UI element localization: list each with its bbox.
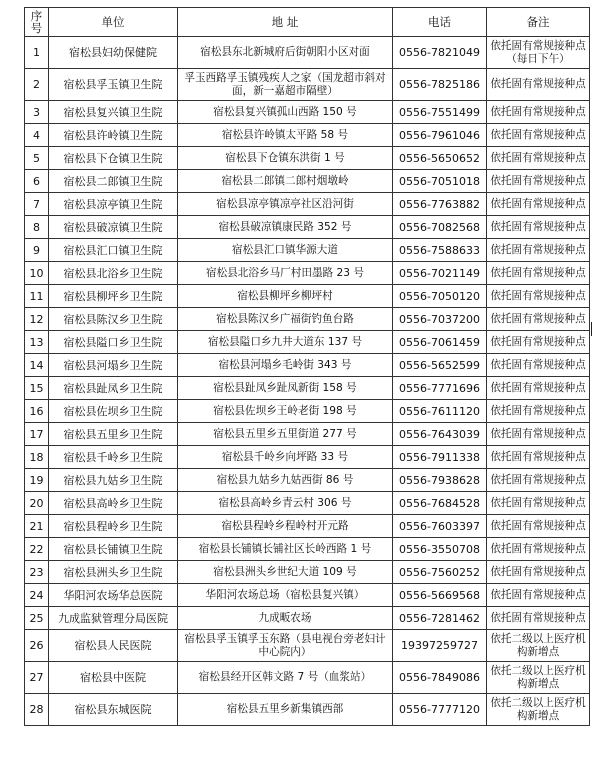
cell-unit: 宿松县汇口镇卫生院 bbox=[49, 239, 178, 262]
cell-phone: 0556-7961046 bbox=[393, 124, 487, 147]
cell-address: 宿松县柳坪乡柳坪村 bbox=[178, 285, 393, 308]
cell-phone: 0556-5652599 bbox=[393, 354, 487, 377]
cell-address: 宿松县洲头乡世纪大道 109 号 bbox=[178, 561, 393, 584]
vaccination-sites-table bbox=[24, 7, 590, 726]
cell-address: 宿松县东北新城府后街朝阳小区对面 bbox=[178, 37, 393, 69]
cell-unit: 宿松县陈汉乡卫生院 bbox=[49, 308, 178, 331]
cell-unit: 宿松县下仓镇卫生院 bbox=[49, 147, 178, 170]
cell-no: 21 bbox=[25, 515, 49, 538]
table-header-row bbox=[25, 8, 590, 37]
table-row bbox=[25, 630, 590, 662]
cell-address: 宿松县隘口乡九井大道东 137 号 bbox=[178, 331, 393, 354]
table-row bbox=[25, 285, 590, 308]
cell-note: 依托固有常规接种点 bbox=[487, 331, 590, 354]
cell-phone: 0556-7560252 bbox=[393, 561, 487, 584]
cell-phone: 0556-7082568 bbox=[393, 216, 487, 239]
cell-unit: 宿松县破凉镇卫生院 bbox=[49, 216, 178, 239]
cell-unit: 宿松县二郎镇卫生院 bbox=[49, 170, 178, 193]
table-row bbox=[25, 216, 590, 239]
cell-no: 6 bbox=[25, 170, 49, 193]
cell-address: 宿松县陈汉乡广福街钓鱼台路 bbox=[178, 308, 393, 331]
cell-note: 依托固有常规接种点 bbox=[487, 308, 590, 331]
cell-note: 依托二级以上医疗机构新增点 bbox=[487, 630, 590, 662]
cell-note: 依托二级以上医疗机构新增点 bbox=[487, 694, 590, 726]
cell-unit: 宿松县北浴乡卫生院 bbox=[49, 262, 178, 285]
cell-address: 宿松县九姑乡九姑西街 86 号 bbox=[178, 469, 393, 492]
cell-no: 18 bbox=[25, 446, 49, 469]
table-row bbox=[25, 662, 590, 694]
table-row bbox=[25, 308, 590, 331]
table-row bbox=[25, 262, 590, 285]
table-row bbox=[25, 515, 590, 538]
cell-address: 宿松县佐坝乡王岭老街 198 号 bbox=[178, 400, 393, 423]
header-phone: 电话 bbox=[393, 8, 487, 37]
cell-note: 依托固有常规接种点 bbox=[487, 492, 590, 515]
cell-unit: 宿松县人民医院 bbox=[49, 630, 178, 662]
cell-no: 27 bbox=[25, 662, 49, 694]
cell-note: 依托固有常规接种点 bbox=[487, 446, 590, 469]
cell-note: 依托固有常规接种点 bbox=[487, 193, 590, 216]
cell-no: 17 bbox=[25, 423, 49, 446]
cell-note: 依托固有常规接种点 bbox=[487, 239, 590, 262]
table-row bbox=[25, 124, 590, 147]
table-row bbox=[25, 492, 590, 515]
table-row bbox=[25, 170, 590, 193]
cell-note: 依托固有常规接种点 bbox=[487, 469, 590, 492]
cell-unit: 宿松县隘口乡卫生院 bbox=[49, 331, 178, 354]
cell-no: 8 bbox=[25, 216, 49, 239]
cell-note: 依托固有常规接种点 bbox=[487, 607, 590, 630]
cell-address: 宿松县程岭乡程岭村开元路 bbox=[178, 515, 393, 538]
cell-note: 依托固有常规接种点 bbox=[487, 423, 590, 446]
cell-unit: 宿松县柳坪乡卫生院 bbox=[49, 285, 178, 308]
cell-address: 九成畈农场 bbox=[178, 607, 393, 630]
cell-phone: 0556-7771696 bbox=[393, 377, 487, 400]
table-row bbox=[25, 538, 590, 561]
cell-phone: 0556-7603397 bbox=[393, 515, 487, 538]
cell-address: 宿松县二郎镇二郎村烟墩岭 bbox=[178, 170, 393, 193]
cell-no: 13 bbox=[25, 331, 49, 354]
cell-unit: 宿松县佐坝乡卫生院 bbox=[49, 400, 178, 423]
cell-phone: 0556-7643039 bbox=[393, 423, 487, 446]
cell-address: 宿松县复兴镇孤山西路 150 号 bbox=[178, 101, 393, 124]
cell-note: 依托固有常规接种点 bbox=[487, 354, 590, 377]
cell-unit: 宿松县中医院 bbox=[49, 662, 178, 694]
table-row bbox=[25, 694, 590, 726]
cell-phone: 0556-7777120 bbox=[393, 694, 487, 726]
cell-phone: 0556-5669568 bbox=[393, 584, 487, 607]
cell-note: 依托固有常规接种点 bbox=[487, 170, 590, 193]
cell-phone: 0556-7061459 bbox=[393, 331, 487, 354]
table-row bbox=[25, 561, 590, 584]
cell-address: 宿松县孚玉镇孚玉东路（县电视台旁老妇计中心院内） bbox=[178, 630, 393, 662]
cell-note: 依托固有常规接种点 bbox=[487, 377, 590, 400]
cell-no: 9 bbox=[25, 239, 49, 262]
cell-unit: 宿松县九姑乡卫生院 bbox=[49, 469, 178, 492]
cell-phone: 0556-7821049 bbox=[393, 37, 487, 69]
cell-unit: 宿松县河塌乡卫生院 bbox=[49, 354, 178, 377]
cell-no: 1 bbox=[25, 37, 49, 69]
cell-address: 宿松县高岭乡青云村 306 号 bbox=[178, 492, 393, 515]
cell-unit: 九成监狱管理分局医院 bbox=[49, 607, 178, 630]
cell-phone: 0556-7611120 bbox=[393, 400, 487, 423]
table-row bbox=[25, 607, 590, 630]
cell-address: 宿松县河塌乡毛岭街 343 号 bbox=[178, 354, 393, 377]
cell-address: 宿松县破凉镇康民路 352 号 bbox=[178, 216, 393, 239]
cell-note: 依托固有常规接种点 bbox=[487, 285, 590, 308]
table-row bbox=[25, 193, 590, 216]
cell-no: 12 bbox=[25, 308, 49, 331]
cell-unit: 宿松县孚玉镇卫生院 bbox=[49, 69, 178, 101]
cell-unit: 华阳河农场华总医院 bbox=[49, 584, 178, 607]
header-note: 备注 bbox=[487, 8, 590, 37]
cell-phone: 19397259727 bbox=[393, 630, 487, 662]
cell-phone: 0556-7938628 bbox=[393, 469, 487, 492]
table-row bbox=[25, 377, 590, 400]
cell-note: 依托固有常规接种点 bbox=[487, 147, 590, 170]
cell-address: 宿松县五里乡五里街道 277 号 bbox=[178, 423, 393, 446]
cell-address: 宿松县长铺镇长铺社区长岭西路 1 号 bbox=[178, 538, 393, 561]
table-row bbox=[25, 37, 590, 69]
header-no: 序 号 bbox=[25, 8, 49, 37]
cell-note: 依托固有常规接种点 bbox=[487, 515, 590, 538]
cell-note: 依托二级以上医疗机构新增点 bbox=[487, 662, 590, 694]
table-row bbox=[25, 423, 590, 446]
cell-phone: 0556-7911338 bbox=[393, 446, 487, 469]
table-row bbox=[25, 354, 590, 377]
cell-phone: 0556-7281462 bbox=[393, 607, 487, 630]
cell-no: 16 bbox=[25, 400, 49, 423]
cell-unit: 宿松县趾凤乡卫生院 bbox=[49, 377, 178, 400]
cell-unit: 宿松县程岭乡卫生院 bbox=[49, 515, 178, 538]
cell-unit: 宿松县五里乡卫生院 bbox=[49, 423, 178, 446]
cell-address: 孚玉西路孚玉镇残疾人之家（国龙超市斜对面，新一嘉超市隔壁） bbox=[178, 69, 393, 101]
cell-unit: 宿松县高岭乡卫生院 bbox=[49, 492, 178, 515]
cell-no: 19 bbox=[25, 469, 49, 492]
cell-note: 依托固有常规接种点 （每日下午） bbox=[487, 37, 590, 69]
table-row bbox=[25, 147, 590, 170]
cell-no: 11 bbox=[25, 285, 49, 308]
cell-note: 依托固有常规接种点 bbox=[487, 101, 590, 124]
cell-no: 2 bbox=[25, 69, 49, 101]
cell-address: 宿松县许岭镇太平路 58 号 bbox=[178, 124, 393, 147]
cell-address: 宿松县北浴乡马厂村田墨路 23 号 bbox=[178, 262, 393, 285]
table-row bbox=[25, 446, 590, 469]
cell-phone: 0556-7037200 bbox=[393, 308, 487, 331]
cell-address: 宿松县下仓镇东洪街 1 号 bbox=[178, 147, 393, 170]
cell-address: 宿松县五里乡新集镇西部 bbox=[178, 694, 393, 726]
cell-address: 宿松县经开区韩文路 7 号（血浆站） bbox=[178, 662, 393, 694]
cell-phone: 0556-7825186 bbox=[393, 69, 487, 101]
cell-unit: 宿松县许岭镇卫生院 bbox=[49, 124, 178, 147]
cell-phone: 0556-5650652 bbox=[393, 147, 487, 170]
cell-phone: 0556-3550708 bbox=[393, 538, 487, 561]
header-address: 地 址 bbox=[178, 8, 393, 37]
cell-phone: 0556-7051018 bbox=[393, 170, 487, 193]
cell-no: 10 bbox=[25, 262, 49, 285]
cell-unit: 宿松县东城医院 bbox=[49, 694, 178, 726]
cell-phone: 0556-7849086 bbox=[393, 662, 487, 694]
cell-note: 依托固有常规接种点 bbox=[487, 124, 590, 147]
cell-no: 26 bbox=[25, 630, 49, 662]
cell-no: 25 bbox=[25, 607, 49, 630]
cell-no: 24 bbox=[25, 584, 49, 607]
cell-no: 23 bbox=[25, 561, 49, 584]
cell-phone: 0556-7588633 bbox=[393, 239, 487, 262]
cell-no: 4 bbox=[25, 124, 49, 147]
cell-no: 22 bbox=[25, 538, 49, 561]
cell-address: 华阳河农场总场（宿松县复兴镇） bbox=[178, 584, 393, 607]
cell-address: 宿松县凉亭镇凉亭社区沿河街 bbox=[178, 193, 393, 216]
cell-unit: 宿松县复兴镇卫生院 bbox=[49, 101, 178, 124]
cell-unit: 宿松县妇幼保健院 bbox=[49, 37, 178, 69]
cell-no: 5 bbox=[25, 147, 49, 170]
cell-note: 依托固有常规接种点 bbox=[487, 262, 590, 285]
cell-phone: 0556-7021149 bbox=[393, 262, 487, 285]
cell-unit: 宿松县千岭乡卫生院 bbox=[49, 446, 178, 469]
cell-phone: 0556-7763882 bbox=[393, 193, 487, 216]
cell-note: 依托固有常规接种点 bbox=[487, 561, 590, 584]
header-unit: 单位 bbox=[49, 8, 178, 37]
cell-note: 依托固有常规接种点 bbox=[487, 216, 590, 239]
cell-unit: 宿松县长铺镇卫生院 bbox=[49, 538, 178, 561]
cell-no: 7 bbox=[25, 193, 49, 216]
cell-note: 依托固有常规接种点 bbox=[487, 538, 590, 561]
table-row bbox=[25, 239, 590, 262]
cell-phone: 0556-7684528 bbox=[393, 492, 487, 515]
cell-address: 宿松县汇口镇华源大道 bbox=[178, 239, 393, 262]
table-row bbox=[25, 331, 590, 354]
cell-note: 依托固有常规接种点 bbox=[487, 584, 590, 607]
table-row bbox=[25, 69, 590, 101]
cell-address: 宿松县趾凤乡趾凤新街 158 号 bbox=[178, 377, 393, 400]
cell-unit: 宿松县洲头乡卫生院 bbox=[49, 561, 178, 584]
table-row bbox=[25, 400, 590, 423]
cell-no: 14 bbox=[25, 354, 49, 377]
cell-no: 28 bbox=[25, 694, 49, 726]
table-row bbox=[25, 469, 590, 492]
cell-unit: 宿松县凉亭镇卫生院 bbox=[49, 193, 178, 216]
cell-address: 宿松县千岭乡向坪路 33 号 bbox=[178, 446, 393, 469]
cell-phone: 0556-7551499 bbox=[393, 101, 487, 124]
table-row bbox=[25, 584, 590, 607]
cell-note: 依托固有常规接种点 bbox=[487, 69, 590, 101]
cell-no: 15 bbox=[25, 377, 49, 400]
cell-note: 依托固有常规接种点 bbox=[487, 400, 590, 423]
cell-no: 3 bbox=[25, 101, 49, 124]
table-row bbox=[25, 101, 590, 124]
cell-no: 20 bbox=[25, 492, 49, 515]
text-cursor bbox=[591, 322, 592, 336]
cell-phone: 0556-7050120 bbox=[393, 285, 487, 308]
